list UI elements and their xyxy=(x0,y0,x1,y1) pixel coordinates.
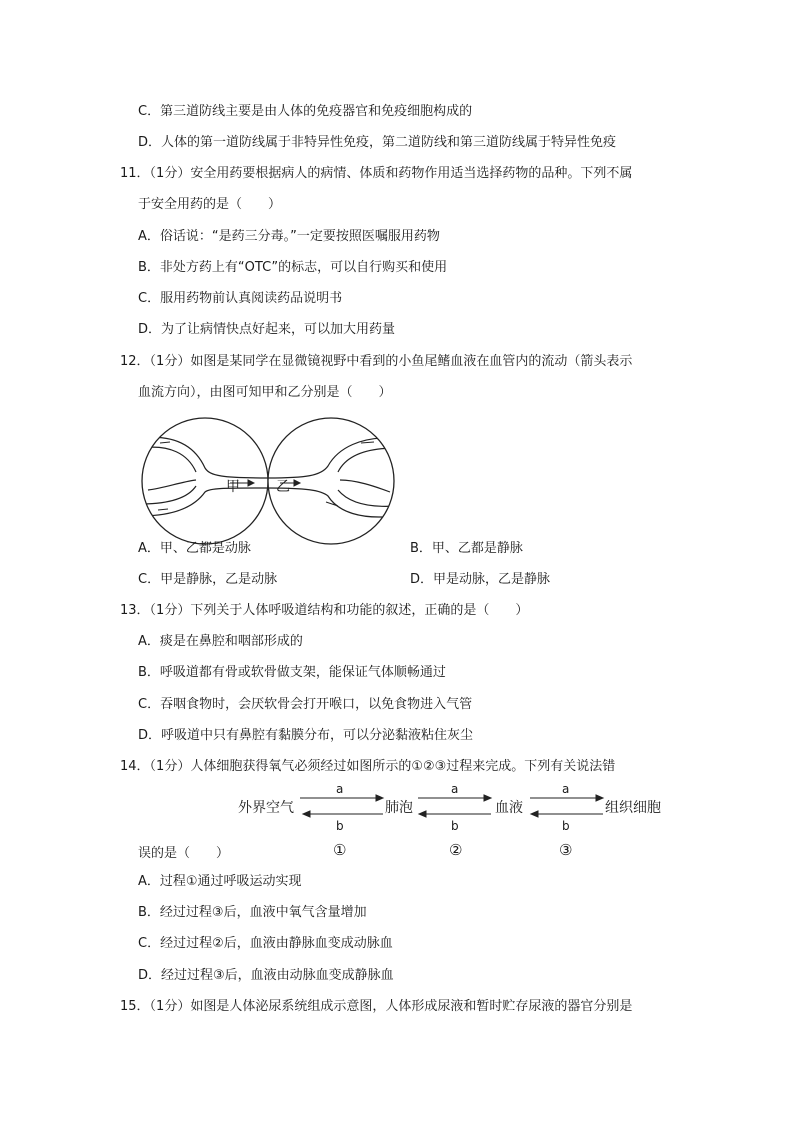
q13-option-a: A．痰是在鼻腔和咽部形成的 xyxy=(138,634,303,649)
q14-arrow2-top-label: a xyxy=(451,782,459,796)
q11-stem-line2: 于安全用药的是（ ） xyxy=(138,197,282,212)
q14-step1: ① xyxy=(333,841,347,859)
q12-stem-line2: 血流方向），由图可知甲和乙分别是（ ） xyxy=(138,385,392,400)
q11-option-d: D．为了让病情快点好起来，可以加大用药量 xyxy=(138,322,396,337)
q13-option-b: B．呼吸道都有骨或软骨做支架，能保证气体顺畅通过 xyxy=(138,665,446,680)
q12-option-b: B．甲、乙都是静脉 xyxy=(410,541,523,556)
q12-label-jia: 甲 xyxy=(226,479,240,495)
q14-node-air: 外界空气 xyxy=(238,800,294,816)
q12-label-yi: 乙 xyxy=(276,479,290,495)
q14-node-tissue-cells: 组织细胞 xyxy=(605,800,661,816)
q14-option-c: C．经过过程②后，血液由静脉血变成动脉血 xyxy=(138,936,393,951)
q10-option-d: D．人体的第一道防线属于非特异性免疫，第二道防线和第三道防线属于特异性免疫 xyxy=(138,135,617,150)
q13-stem: 13．（1分）下列关于人体呼吸道结构和功能的叙述，正确的是（ ） xyxy=(120,603,529,618)
q12-option-d: D．甲是动脉，乙是静脉 xyxy=(410,572,551,587)
q14-node-alveoli: 肺泡 xyxy=(385,800,413,816)
q14-option-d: D．经过过程③后，血液由动脉血变成静脉血 xyxy=(138,968,394,983)
q12-option-c: C．甲是静脉，乙是动脉 xyxy=(138,572,278,587)
q14-stem-line2: 误的是（ ） xyxy=(138,846,230,861)
q14-option-a: A．过程①通过呼吸运动实现 xyxy=(138,874,302,889)
q11-option-c: C．服用药物前认真阅读药品说明书 xyxy=(138,291,343,306)
q14-arrow3-bottom-label: b xyxy=(562,819,570,833)
q14-arrow1-top-label: a xyxy=(336,782,344,796)
q12-stem-line1: 12．（1分）如图是某同学在显微镜视野中看到的小鱼尾鳍血液在血管内的流动（箭头表示 xyxy=(120,354,633,369)
q14-arrow1-bottom-label: b xyxy=(336,819,344,833)
q12-figure-left-field xyxy=(140,416,270,546)
q11-option-a: A．俗话说：“是药三分毒。”一定要按照医嘱服用药物 xyxy=(138,229,440,244)
q14-step3: ③ xyxy=(559,841,573,859)
q10-option-c: C．第三道防线主要是由人体的免疫器官和免疫细胞构成的 xyxy=(138,104,473,119)
q14-arrow2-bottom-label: b xyxy=(451,819,459,833)
q13-option-d: D．呼吸道中只有鼻腔有黏膜分布，可以分泌黏液粘住灰尘 xyxy=(138,728,474,743)
q13-option-c: C．吞咽食物时，会厌软骨会打开喉口，以免食物进入气管 xyxy=(138,697,473,712)
q11-stem-line1: 11．（1分）安全用药要根据病人的病情、体质和药物作用适当选择药物的品种。下列不属 xyxy=(120,166,633,181)
q14-step2: ② xyxy=(449,841,463,859)
q14-arrows xyxy=(0,790,794,850)
q14-stem-line1: 14．（1分）人体细胞获得氧气必须经过如图所示的①②③过程来完成。下列有关说法错 xyxy=(120,759,616,774)
q15-stem-line1: 15．（1分）如图是人体泌尿系统组成示意图，人体形成尿液和暂时贮存尿液的器官分别是 xyxy=(120,999,633,1014)
q14-node-blood: 血液 xyxy=(495,800,523,816)
q12-option-a: A．甲、乙都是动脉 xyxy=(138,541,251,556)
q11-option-b: B．非处方药上有“OTC”的标志，可以自行购买和使用 xyxy=(138,260,448,275)
q14-option-b: B．经过过程③后，血液中氧气含量增加 xyxy=(138,905,367,920)
q14-arrow3-top-label: a xyxy=(562,782,570,796)
